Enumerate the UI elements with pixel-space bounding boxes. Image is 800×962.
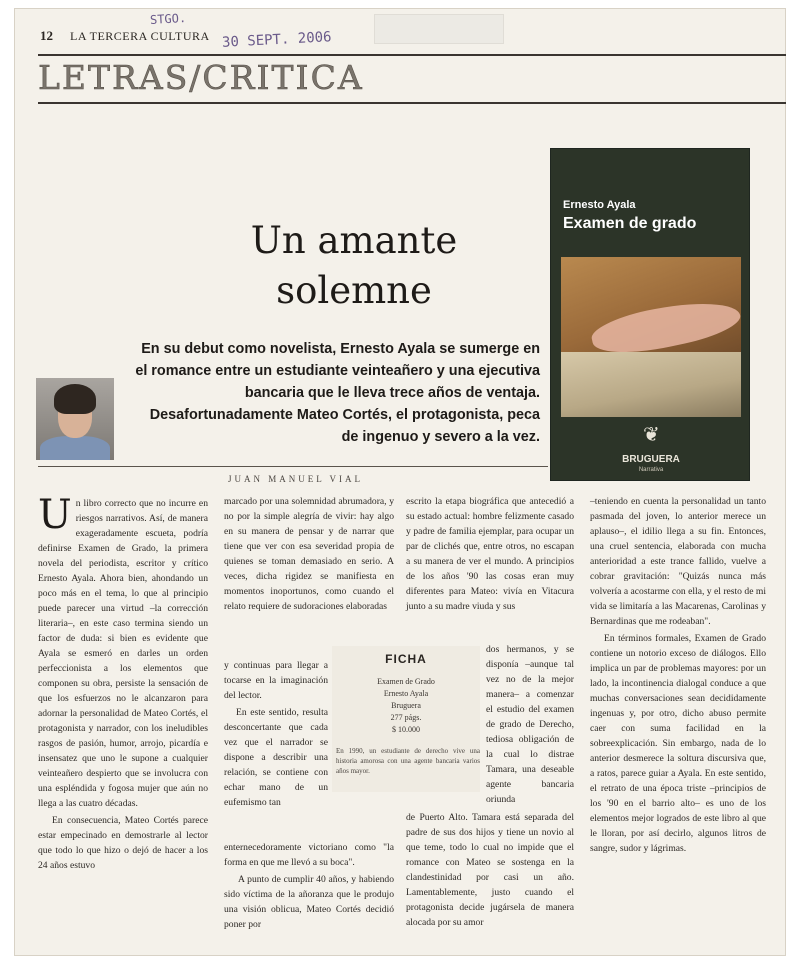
article-column-2-top [224, 494, 394, 616]
publisher-logo-icon: ❦ [643, 424, 660, 446]
ficha-book: Examen de Grado [377, 677, 435, 686]
byline-rule [38, 466, 548, 467]
column-2-text-mid: y continuas para llegar a tocarse en la imaginación del lector. [224, 660, 328, 701]
cover-title: Examen de grado [563, 215, 697, 232]
column-3-text-bottom: de Puerto Alto. Tamara está separada del padre de sus dos hijos y tiene un novio al que teme, todo lo cual no impide que el romance con Mateo se sostenga en la clandestinidad por casi un año. Lamentablemente, justo cuando el protagonista decide jugársela de manera alocada por su amor [406, 812, 574, 928]
article-column-1 [38, 492, 208, 875]
column-4-paragraph-2: En términos formales, Examen de Grado contiene un notorio exceso de diálogos. Ello implica un par de problemas mayores: por un lado, la incontinencia dialogal conduce a que muchas conversaciones sean decididamente ingenuas y, por otro, dicho abuso permite caer con suma facilidad en la sobreexplicación. Sin embargo, nada de lo anterior desmerece la soltura discursiva que, a ratos, parece guiar a Ayala. En este sentido, el retrato de una época triste –principios de los '90 en el barrio alto– es uno de los elementos mejor logrados de este libro al que le lloran, por así decirlo, algunos litros de sangre, sudor y lágrimas. [590, 633, 766, 854]
article-column-3-mid [486, 642, 574, 809]
ficha-title: FICHA [385, 652, 427, 666]
article-column-2-mid [224, 658, 328, 812]
cover-cloth [561, 352, 741, 417]
cover-author: Ernesto Ayala [563, 199, 636, 211]
newspaper-page [14, 8, 786, 956]
column-3-text-mid: dos hermanos, y se disponía –aunque tal vez no de la mejor manera– a comenzar el estudio del examen de grado de Derecho, tediosa obligación de la cual lo distrae Tamara, una deseable agente bancaria oriunda [486, 644, 574, 805]
ficha-pages: 277 págs. [390, 713, 422, 722]
article-column-3-bottom [406, 810, 574, 932]
handwritten-date: 30 SEPT. 2006 [221, 29, 332, 51]
column-2-paragraph-3: A punto de cumplir 40 años, y habiendo sido víctima de la añoranza que le produjo una visión oblicua, Mateo Cortés decidió poner por [224, 874, 394, 930]
book-cover [550, 148, 750, 481]
publication-name: LA TERCERA CULTURA [70, 29, 210, 43]
column-1-paragraph-2: En consecuencia, Mateo Cortés parece estar empecinado en demostrarle al lector que todo lo que hizo o dejó de hacer a los 24 años estuvo [38, 815, 208, 871]
article-column-3-top [406, 494, 574, 616]
column-2-paragraph-2: En este sentido, resulta desconcertante que cada vez que el narrador se dispone a describir una relación, se contiene con echar mano de un eufemismo tan [224, 707, 328, 808]
header-rule [38, 54, 786, 56]
ficha-author: Ernesto Ayala [383, 689, 429, 698]
section-rule [38, 102, 786, 104]
column-2-text-top: marcado por una solemnidad abrumadora, y no por la simple alegría de vivir: hay algo en su manera de pensar y de narrar que tiene que ver con esa severidad propia de quienes se toman demasiado en serio. A veces, dicha rigidez se manifiesta en momentos inoportunos, como cuando el relato requiere de sudoraciones elaboradas [224, 496, 394, 612]
column-4-text: –teniendo en cuenta la personalidad un tanto pasmada del joven, lo anterior merece un aplauso–, el idilio llega a su fin. Entonces, una cruel sentencia, elaborada con mucha anterioridad a este trance fallido, vuelve a cobrar gravitación: "Quizás nunca más volvería a acostarme con ella, y el resto de mi vida se limitaría a las Macarenas, Carolinas y Bernardinas que me rodeaban". [590, 496, 766, 627]
cover-publisher: BRUGUERA [622, 454, 680, 465]
byline: JUAN MANUEL VIAL [228, 474, 363, 484]
ficha-price: $ 10.000 [392, 725, 420, 734]
column-3-text-top: escrito la etapa biográfica que antecedió a su estado actual: hombre felizmente casado y padre de familia ejemplar, para ocupar un par de clichés que, entre otros, no escapan a su manera de ver el mundo. A principios de los años '90 las cosas eran muy diferentes para Mateo: vivía en Vitacura junto a su madre viuda y sus [406, 496, 574, 612]
ficha-synopsis: En 1990, un estudiante de derecho vive una historia amorosa con una agente bancaria varios años mayor. [336, 747, 480, 775]
section-title: LETRAS/CRITICA [38, 58, 364, 97]
drop-cap: U [38, 492, 72, 538]
tape-strip [374, 14, 504, 44]
author-portrait [36, 378, 114, 460]
cover-imprint: Narrativa [638, 467, 664, 473]
article-column-2-bottom [224, 840, 394, 934]
article-column-4 [590, 494, 766, 858]
headline-line-2: solemne [276, 269, 432, 312]
ficha-publisher: Bruguera [391, 701, 421, 710]
portrait-shirt [40, 436, 110, 460]
headline [174, 216, 534, 316]
cover-photo [561, 257, 741, 417]
page-number: 12 [40, 28, 53, 43]
column-1-text: n libro correcto que no incurre en riesgos narrativos. Así, de manera exageradamente escueta, podría definirse Examen de Grado, la primera novela del periodista, escritor y crítico Ernesto Ayala. Ahora bien, ahondando un poco más en el tema, lo que al principio puede parecer una virtud –la corrección literaria–, en este caso termina siendo un factor de duda: si bien es evidente que Ayala se esmeró en darles un orden perfeccionista a los elementos que componen su obra, persiste la sensación de que los esfuerzos no le alcanzaron para adornar la personalidad de Mateo Cortés, el protagonista y narrador, con los ineludibles rasgos de pasión, humor, arrojo, picardía e insensatez que uno le supone a cualquier veinteañero despierto que se involucra con una espléndida y fogosa mujer que aún no llega a las cuatro décadas. [38, 498, 208, 809]
handwritten-city: STGO. [149, 11, 187, 27]
article-deck: En su debut como novelista, Ernesto Ayala se sumerge en el romance entre un estudiante veinteañero y una ejecutiva bancaria que le lleva trece años de ventaja. Desafortunadamente Mateo Cortés, el protagonista, peca de ingenuo y severo a la vez. [135, 341, 540, 445]
column-2-text-bottom: enternecedoramente victoriano como "la forma en que me llevó a su boca". [224, 842, 394, 868]
ficha-box [332, 646, 480, 792]
headline-line-1: Un amante [250, 219, 458, 262]
portrait-hair [54, 384, 96, 414]
